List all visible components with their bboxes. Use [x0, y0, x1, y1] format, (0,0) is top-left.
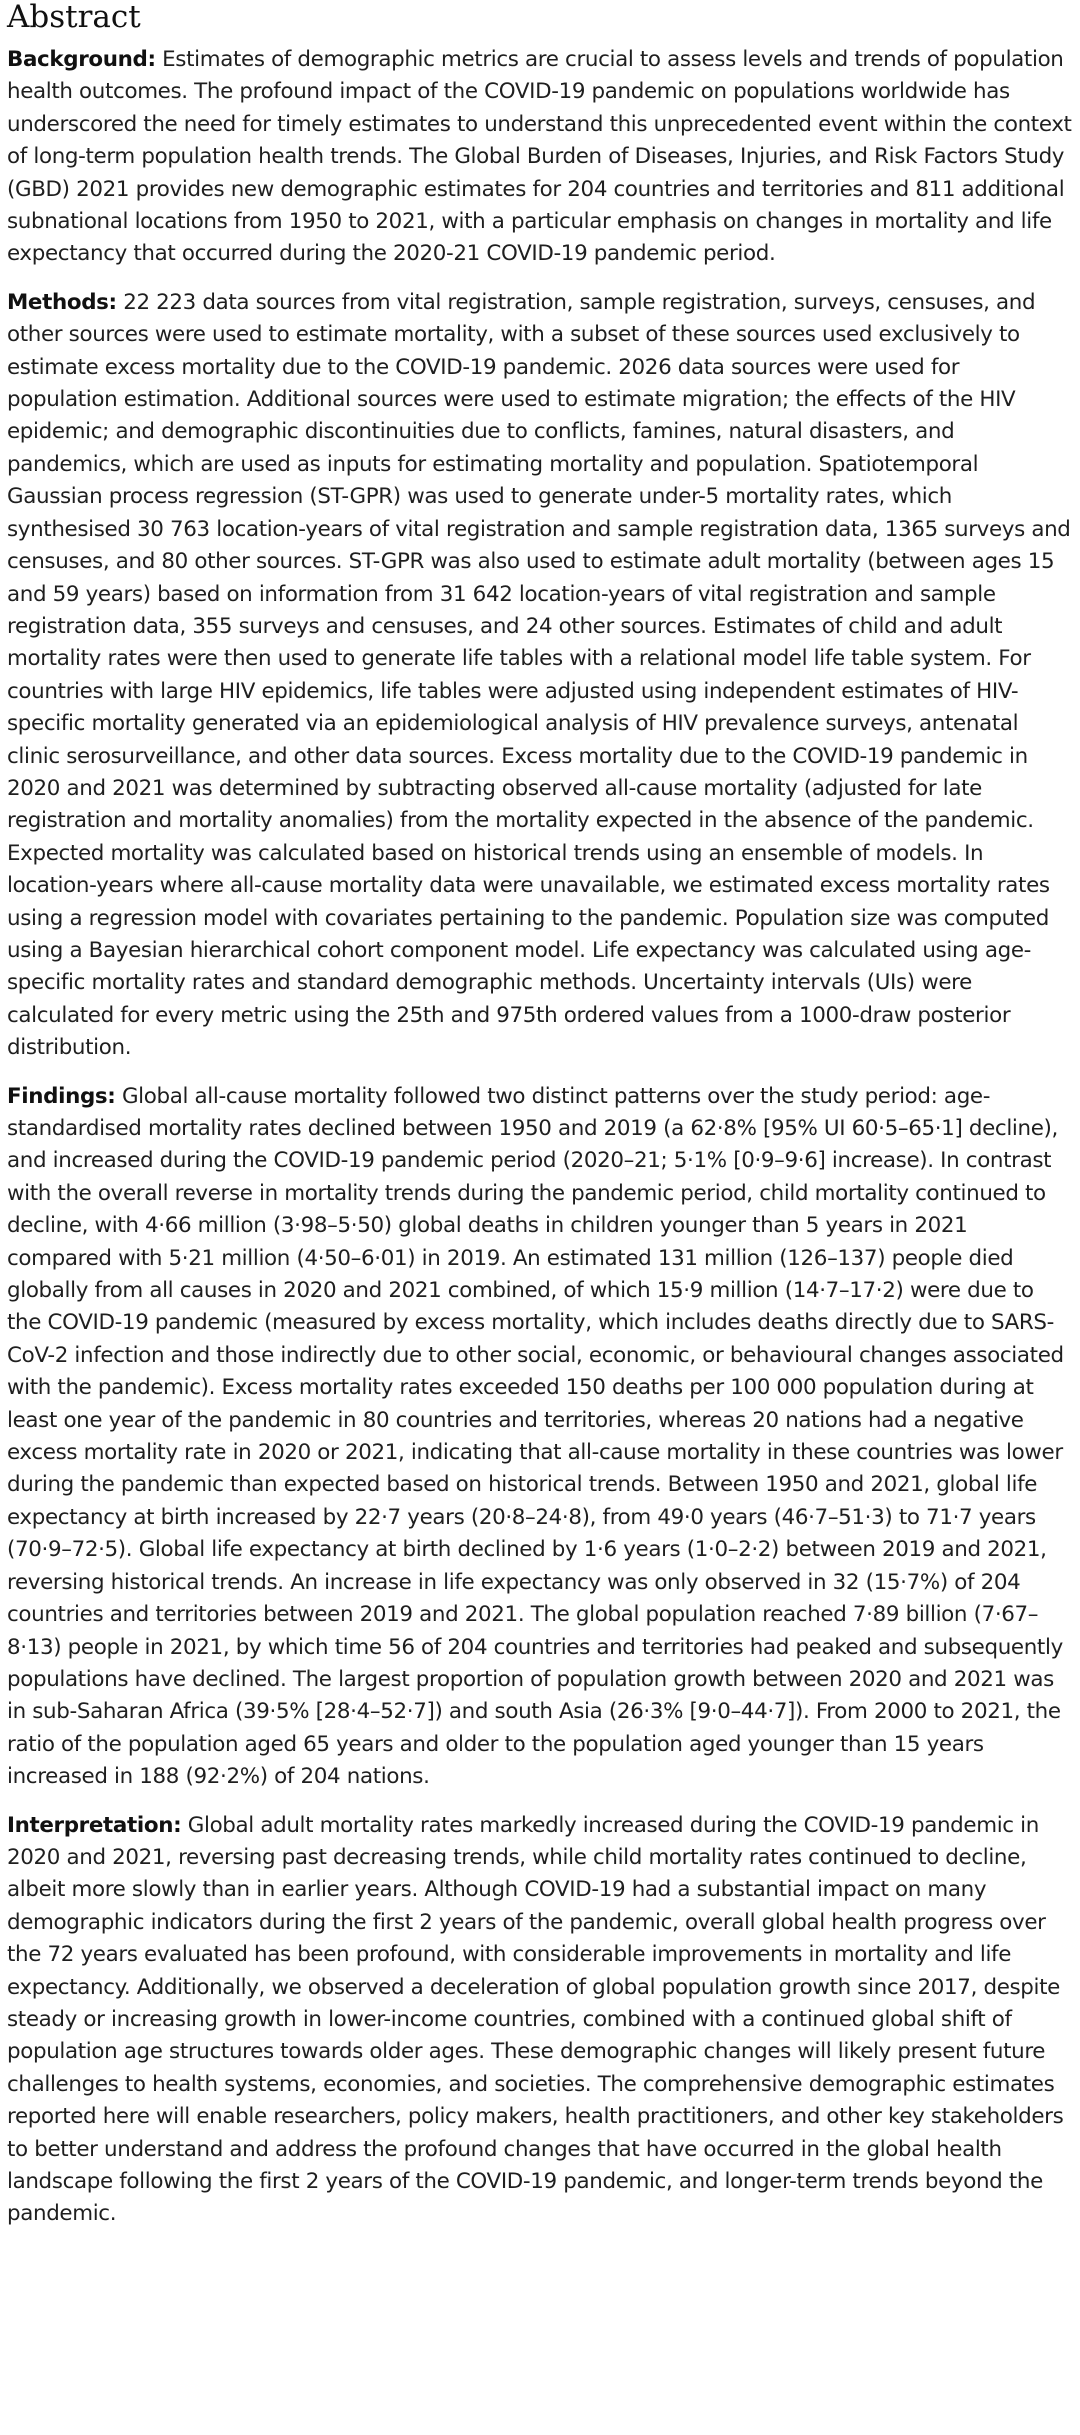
interpretation-section: [7, 1810, 1072, 2231]
abstract-title: Abstract: [7, 0, 141, 35]
background-section: [7, 44, 1072, 271]
background-heading: Background:: [7, 47, 156, 72]
findings-section: [7, 1081, 1072, 1794]
findings-text: Global all-cause mortality followed two distinct patterns over the study period: age-standardised mortality rates declined between 1950 and 2019 (a 62·8% [95% UI 60·5–65·1] decline), and increased during the COVID-19 pandemic period (2020–21; 5·1% [0·9–9·6] increase). In contrast with the overall reverse in mortality trends during the pandemic period, child mortality continued to decline, with 4·66 million (3·98–5·50) global deaths in children younger than 5 years in 2021 compared with 5·21 million (4·50–6·01) in 2019. An estimated 131 million (126–137) people died globally from all causes in 2020 and 2021 combined, of which 15·9 million (14·7–17·2) were due to the COVID-19 pandemic (measured by excess mortality, which includes deaths directly due to SARS-CoV-2 infection and those indirectly due to other social, economic, or behavioural changes associated with the pandemic). Excess mortality rates exceeded 150 deaths per 100 000 population during at least one year of the pandemic in 80 countries and territories, whereas 20 nations had a negative excess mortality rate in 2020 or 2021, indicating that all-cause mortality in these countries was lower during the pandemic than expected based on historical trends. Between 1950 and 2021, global life expectancy at birth increased by 22·7 years (20·8–24·8), from 49·0 years (46·7–51·3) to 71·7 years (70·9–72·5). Global life expectancy at birth declined by 1·6 years (1·0–2·2) between 2019 and 2021, reversing historical trends. An increase in life expectancy was only observed in 32 (15·7%) of 204 countries and territories between 2019 and 2021. The global population reached 7·89 billion (7·67–8·13) people in 2021, by which time 56 of 204 countries and territories had peaked and subsequently populations have declined. The largest proportion of population growth between 2020 and 2021 was in sub-Saharan Africa (39·5% [28·4–52·7]) and south Asia (26·3% [9·0–44·7]). From 2000 to 2021, the ratio of the population aged 65 years and older to the population aged younger than 15 years increased in 188 (92·2%) of 204 nations.: [7, 1083, 1064, 1790]
findings-heading: Findings:: [7, 1083, 116, 1109]
methods-section: [7, 287, 1072, 1065]
methods-heading: Methods:: [7, 289, 117, 315]
interpretation-heading: Interpretation:: [7, 1812, 182, 1838]
background-text: Estimates of demographic metrics are crucial to assess levels and trends of population health outcomes. The profound impact of the COVID-19 pandemic on populations worldwide has underscored the need for timely estimates to understand this unprecedented event within the context of long-term population health trends. The Global Burden of Diseases, Injuries, and Risk Factors Study (GBD) 2021 provides new demographic estimates for 204 countries and territories and 811 additional subnational locations from 1950 to 2021, with a particular emphasis on changes in mortality and life expectancy that occurred during the 2020-21 COVID-19 pandemic period.: [7, 47, 1072, 267]
interpretation-text: Global adult mortality rates markedly increased during the COVID-19 pandemic in 2020 and 2021, reversing past decreasing trends, while child mortality rates continued to decline, albeit more slowly than in earlier years. Although COVID-19 had a substantial impact on many demographic indicators during the first 2 years of the pandemic, overall global health progress over the 72 years evaluated has been profound, with considerable improvements in mortality and life expectancy. Additionally, we observed a deceleration of global population growth since 2017, despite steady or increasing growth in lower-income countries, combined with a continued global shift of population age structures towards older ages. These demographic changes will likely present future challenges to health systems, economies, and societies. The comprehensive demographic estimates reported here will enable researchers, policy makers, health practitioners, and other key stakeholders to better understand and address the profound changes that have occurred in the global health landscape following the first 2 years of the COVID-19 pandemic, and longer-term trends beyond the pandemic.: [7, 1812, 1064, 2227]
methods-text: 22 223 data sources from vital registration, sample registration, surveys, censuses, and other sources were used to estimate mortality, with a subset of these sources used exclusively to estimate excess mortality due to the COVID-19 pandemic. 2026 data sources were used for population estimation. Additional sources were used to estimate migration; the effects of the HIV epidemic; and demographic discontinuities due to conflicts, famines, natural disasters, and pandemics, which are used as inputs for estimating mortality and population. Spatiotemporal Gaussian process regression (ST-GPR) was used to generate under-5 mortality rates, which synthesised 30 763 location-years of vital registration and sample registration data, 1365 surveys and censuses, and 80 other sources. ST-GPR was also used to estimate adult mortality (between ages 15 and 59 years) based on information from 31 642 location-years of vital registration and sample registration data, 355 surveys and censuses, and 24 other sources. Estimates of child and adult mortality rates were then used to generate life tables with a relational model life table system. For countries with large HIV epidemics, life tables were adjusted using independent estimates of HIV-specific mortality generated via an epidemiological analysis of HIV prevalence surveys, antenatal clinic serosurveillance, and other data sources. Excess mortality due to the COVID-19 pandemic in 2020 and 2021 was determined by subtracting observed all-cause mortality (adjusted for late registration and mortality anomalies) from the mortality expected in the absence of the pandemic. Expected mortality was calculated based on historical trends using an ensemble of models. In location-years where all-cause mortality data were unavailable, we estimated excess mortality rates using a regression model with covariates pertaining to the pandemic. Population size was computed using a Bayesian hierarchical cohort component model. Life expectancy was calculated using age-specific mortality rates and standard demographic methods. Uncertainty intervals (UIs) were calculated for every metric using the 25th and 975th ordered values from a 1000-draw posterior distribution.: [7, 289, 1071, 1061]
